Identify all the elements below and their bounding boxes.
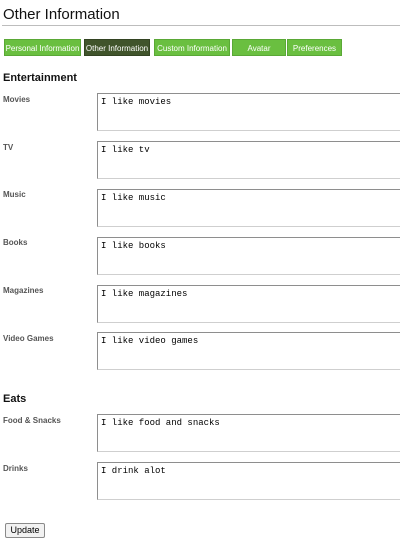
food-snacks-textarea[interactable]: I like food and snacks [97, 414, 400, 452]
section-title-entertainment: Entertainment [3, 72, 77, 84]
field-label-drinks: Drinks [3, 464, 28, 473]
page-title: Other Information [3, 6, 120, 23]
field-label-tv: TV [3, 143, 14, 152]
field-label-books: Books [3, 238, 28, 247]
tab-personal-information[interactable]: Personal Information [4, 39, 81, 56]
tab-custom-information[interactable]: Custom Information [154, 39, 230, 56]
movies-textarea[interactable]: I like movies [97, 93, 400, 131]
title-divider [2, 25, 400, 26]
music-textarea[interactable]: I like music [97, 189, 400, 227]
update-button[interactable]: Update [5, 523, 45, 538]
field-label-video-games: Video Games [3, 334, 54, 343]
tab-preferences[interactable]: Preferences [287, 39, 342, 56]
drinks-textarea[interactable]: I drink alot [97, 462, 400, 500]
video-games-textarea[interactable]: I like video games [97, 332, 400, 370]
magazines-textarea[interactable]: I like magazines [97, 285, 400, 323]
field-label-movies: Movies [3, 95, 31, 104]
tab-other-information[interactable]: Other Information [84, 39, 150, 56]
field-label-magazines: Magazines [3, 286, 44, 295]
section-title-eats: Eats [3, 393, 27, 405]
tab-avatar[interactable]: Avatar [232, 39, 286, 56]
field-label-music: Music [3, 190, 26, 199]
books-textarea[interactable]: I like books [97, 237, 400, 275]
field-label-food-snacks: Food & Snacks [3, 416, 61, 425]
tv-textarea[interactable]: I like tv [97, 141, 400, 179]
